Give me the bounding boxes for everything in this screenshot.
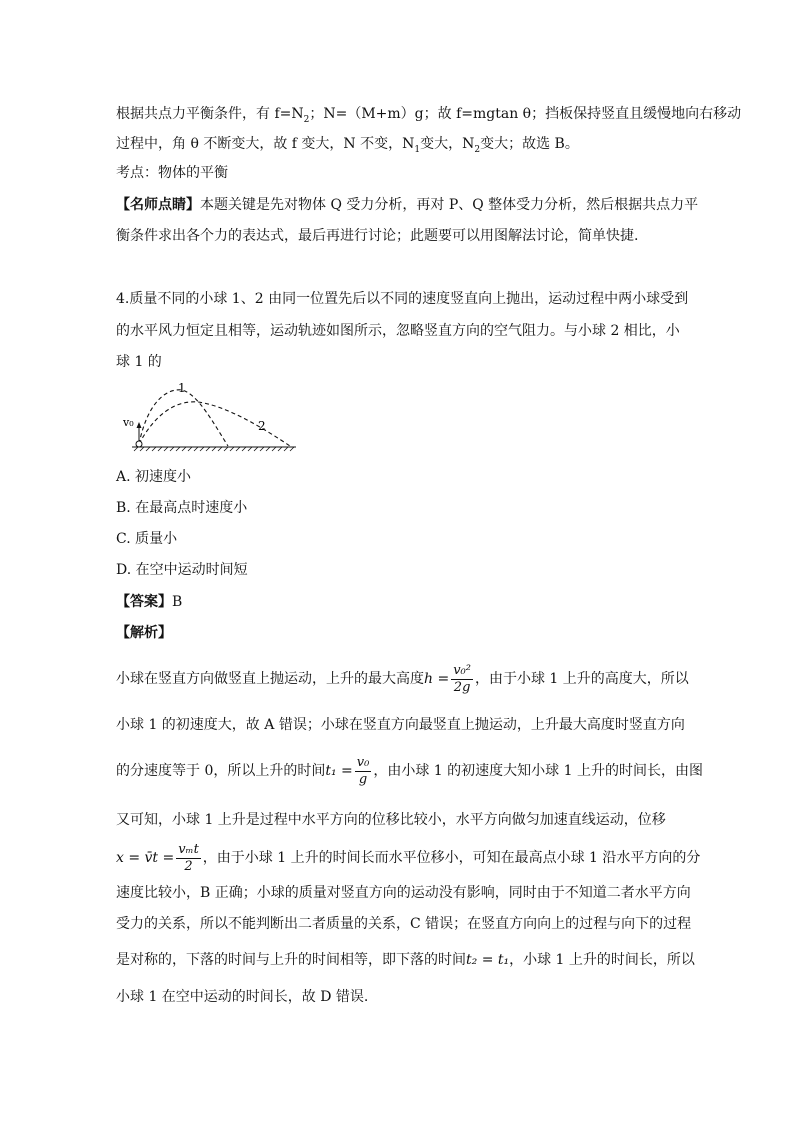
q4-stem-2: 的水平风力恒定且相等，运动轨迹如图所示，忽略竖直方向的空气阻力。与小球 2 相比，小 — [116, 323, 680, 339]
option-a: A. 初速度小 — [116, 469, 192, 485]
text: ；N=（M+m）g；故 f=mgtan θ；挡板保持竖直且缓慢地向右移动 — [309, 106, 742, 122]
comment-line-2: 衡条件求出各个力的表达式，最后再进行讨论；此题要可以用图解法讨论，简单快捷. — [116, 228, 639, 244]
trajectory-figure — [116, 378, 300, 456]
analysis-line-2: 小球 1 的初速度大，故 A 错误；小球在竖直方向最竖直上抛运动，上升最大高度时竖直方向 — [116, 717, 685, 733]
trajectory-2 — [139, 402, 290, 446]
text: 2 — [474, 144, 481, 155]
analysis-line-5 — [116, 840, 700, 876]
trajectory-1 — [139, 390, 228, 446]
text: 2 — [303, 114, 310, 125]
option-c: C. 质量小 — [116, 531, 178, 547]
q4-stem-1: 4.质量不同的小球 1、2 由同一位置先后以不同的速度竖直向上抛出，运动过程中两小球受到 — [116, 291, 689, 307]
fraction — [355, 755, 372, 788]
denominator: 2g — [453, 679, 471, 695]
text: 变大；故选 B。 — [480, 136, 579, 152]
formula: h = — [424, 671, 450, 687]
prev-line-2 — [116, 134, 579, 160]
text: 根据共点力平衡条件，有 f=N — [116, 106, 304, 122]
denominator: g — [358, 771, 368, 787]
answer-value: B — [172, 594, 183, 610]
fraction — [451, 663, 473, 696]
text: 本题关键是先对物体 Q 受力分析，再对 P、Q 整体受力分析，然后根据共点力平 — [200, 197, 699, 213]
kaodian-line: 考点：物体的平衡 — [116, 165, 228, 181]
q4-stem-3: 球 1 的 — [116, 354, 162, 370]
formula: x = v̄t = — [116, 850, 175, 866]
analysis-line-4: 又可知，小球 1 上升是过程中水平方向的位移比较小，水平方向做匀加速直线运动，位移 — [116, 812, 666, 828]
fraction — [176, 842, 201, 875]
text: 的分速度等于 0，所以上升的时间 — [116, 763, 326, 779]
answer-line — [116, 592, 182, 612]
text: 1 — [414, 144, 421, 155]
text: 过程中，角 θ 不断变大，故 f 变大，N 不变，N — [116, 136, 415, 152]
analysis-line-6: 速度比较小，B 正确；小球的质量对竖直方向的运动没有影响，同时由于不知道二者水平方向 — [116, 885, 691, 901]
label-2: 2 — [258, 419, 266, 433]
text: ，由于小球 1 上升的时间长而水平位移小，可知在最高点小球 1 沿水平方向的分 — [202, 850, 701, 866]
text: ，小球 1 上升的时间长，所以 — [509, 952, 695, 968]
analysis-line-7: 受力的关系，所以不能判断出二者质量的关系，C 错误；在竖直方向向上的过程与向下的过程 — [116, 916, 692, 932]
text: ，由于小球 1 上升的高度大，所以 — [474, 671, 689, 687]
prev-line-1 — [116, 104, 741, 130]
text: ，由小球 1 的初速度大知小球 1 上升的时间长，由图 — [373, 763, 703, 779]
v0-arrowhead — [137, 422, 142, 428]
text: 变大，N — [420, 136, 475, 152]
analysis-line-1 — [116, 661, 689, 697]
ball — [136, 441, 142, 447]
formula: t₂ = t₁ — [466, 952, 510, 968]
label-1: 1 — [178, 381, 186, 395]
analysis-line-8 — [116, 950, 695, 970]
denominator: 2 — [184, 858, 193, 874]
text: 是对称的，下落的时间与上升的时间相等，即下落的时间 — [116, 952, 466, 968]
option-d: D. 在空中运动时间短 — [116, 562, 248, 578]
analysis-line-3 — [116, 753, 703, 789]
numerator: vₘt — [178, 841, 199, 857]
analysis-tag: 【解析】 — [116, 625, 172, 641]
numerator: v₀ — [356, 754, 370, 770]
formula: t₁ = — [325, 763, 353, 779]
v0-label: v₀ — [123, 416, 134, 429]
comment-tag: 【名师点睛】 — [116, 197, 200, 213]
comment-line-1 — [116, 195, 698, 215]
analysis-line-9: 小球 1 在空中运动的时间长，故 D 错误. — [116, 989, 369, 1005]
ground-hatch — [134, 447, 294, 451]
numerator: v₀² — [453, 662, 471, 678]
text: 小球在竖直方向做竖直上抛运动，上升的最大高度 — [116, 671, 424, 687]
option-b: B. 在最高点时速度小 — [116, 500, 248, 516]
answer-tag: 【答案】 — [116, 594, 172, 610]
